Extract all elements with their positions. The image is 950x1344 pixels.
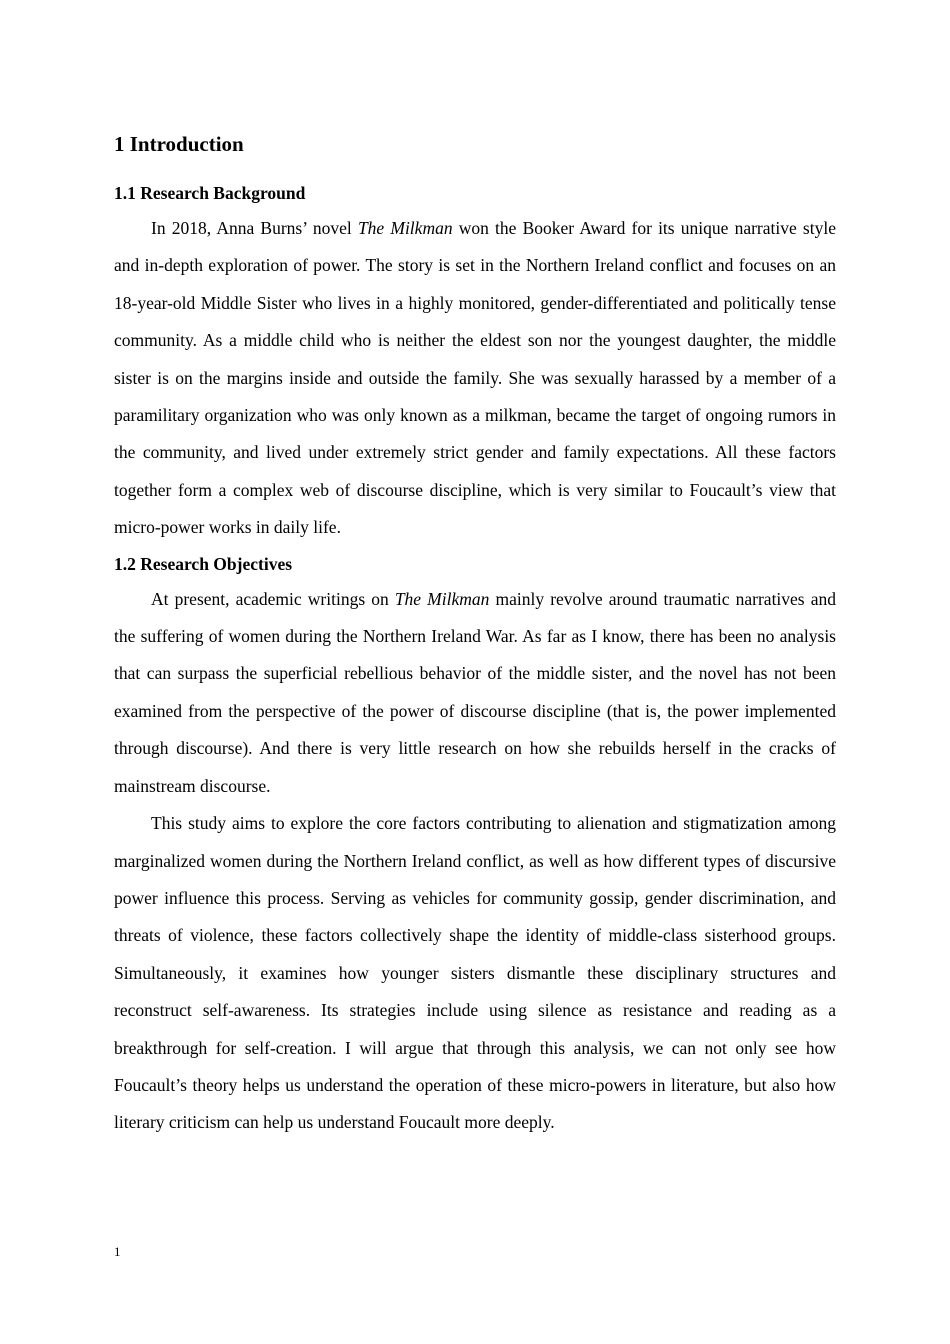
- paragraph-text: mainly revolve around traumatic narratives and the suffering of women during the Northern Ireland War. As far as I know, there has been no analysis that can surpass the superficial rebellious behavior of the middle sister, and the novel has not been examined from the perspective of the power of discourse discipline (that is, the power implemented through discourse). And there is very little research on how she rebuilds herself in the cracks of mainstream discourse.: [114, 588, 836, 796]
- page-number: 1: [114, 1244, 121, 1259]
- book-title: The Milkman: [357, 218, 453, 238]
- paragraph-text: won the Booker Award for its unique narrative style and in-depth exploration of power. The story is set in the Northern Ireland conflict and focuses on an 18-year-old Middle Sister who lives in a highly monitored, gender-differentiated and politically tense community. As a middle child who is neither the eldest son nor the youngest daughter, the middle sister is on the margins inside and outside the family. She was sexually harassed by a member of a paramilitary organization who was only known as a milkman, became the target of ongoing rumors in the community, and lived under extremely strict gender and family expectations. All these factors together form a complex web of discourse discipline, which is very similar to Foucault’s view that micro-power works in daily life.: [114, 218, 836, 538]
- paragraph-research-objectives-2: This study aims to explore the core factors contributing to alienation and stigmatization among marginalized women during the Northern Ireland conflict, as well as how different types of discursive power influence this process. Serving as vehicles for community gossip, gender discrimination, and threats of violence, these factors collectively shape the identity of middle-class sisterhood groups. Simultaneously, it examines how younger sisters dismantle these disciplinary structures and reconstruct self-awareness. Its strategies include using silence as resistance and reading as a breakthrough for self-creation. I will argue that through this analysis, we can not only see how Foucault’s theory helps us understand the operation of these micro-powers in literature, but also how literary criticism can help us understand Foucault more deeply.: [114, 813, 836, 1133]
- paragraph-research-objectives-1: [114, 581, 836, 805]
- book-title: The Milkman: [394, 588, 490, 609]
- document-page: [114, 124, 836, 1142]
- paragraph-text: At present, academic writings on: [151, 588, 395, 609]
- section-heading-research-objectives: 1.2 Research Objectives: [114, 553, 293, 574]
- chapter-title: 1 Introduction: [114, 132, 244, 156]
- paragraph-text: In 2018, Anna Burns’ novel: [151, 218, 358, 238]
- section-heading-research-background: 1.1 Research Background: [114, 183, 306, 203]
- paragraph-research-background: [114, 210, 836, 547]
